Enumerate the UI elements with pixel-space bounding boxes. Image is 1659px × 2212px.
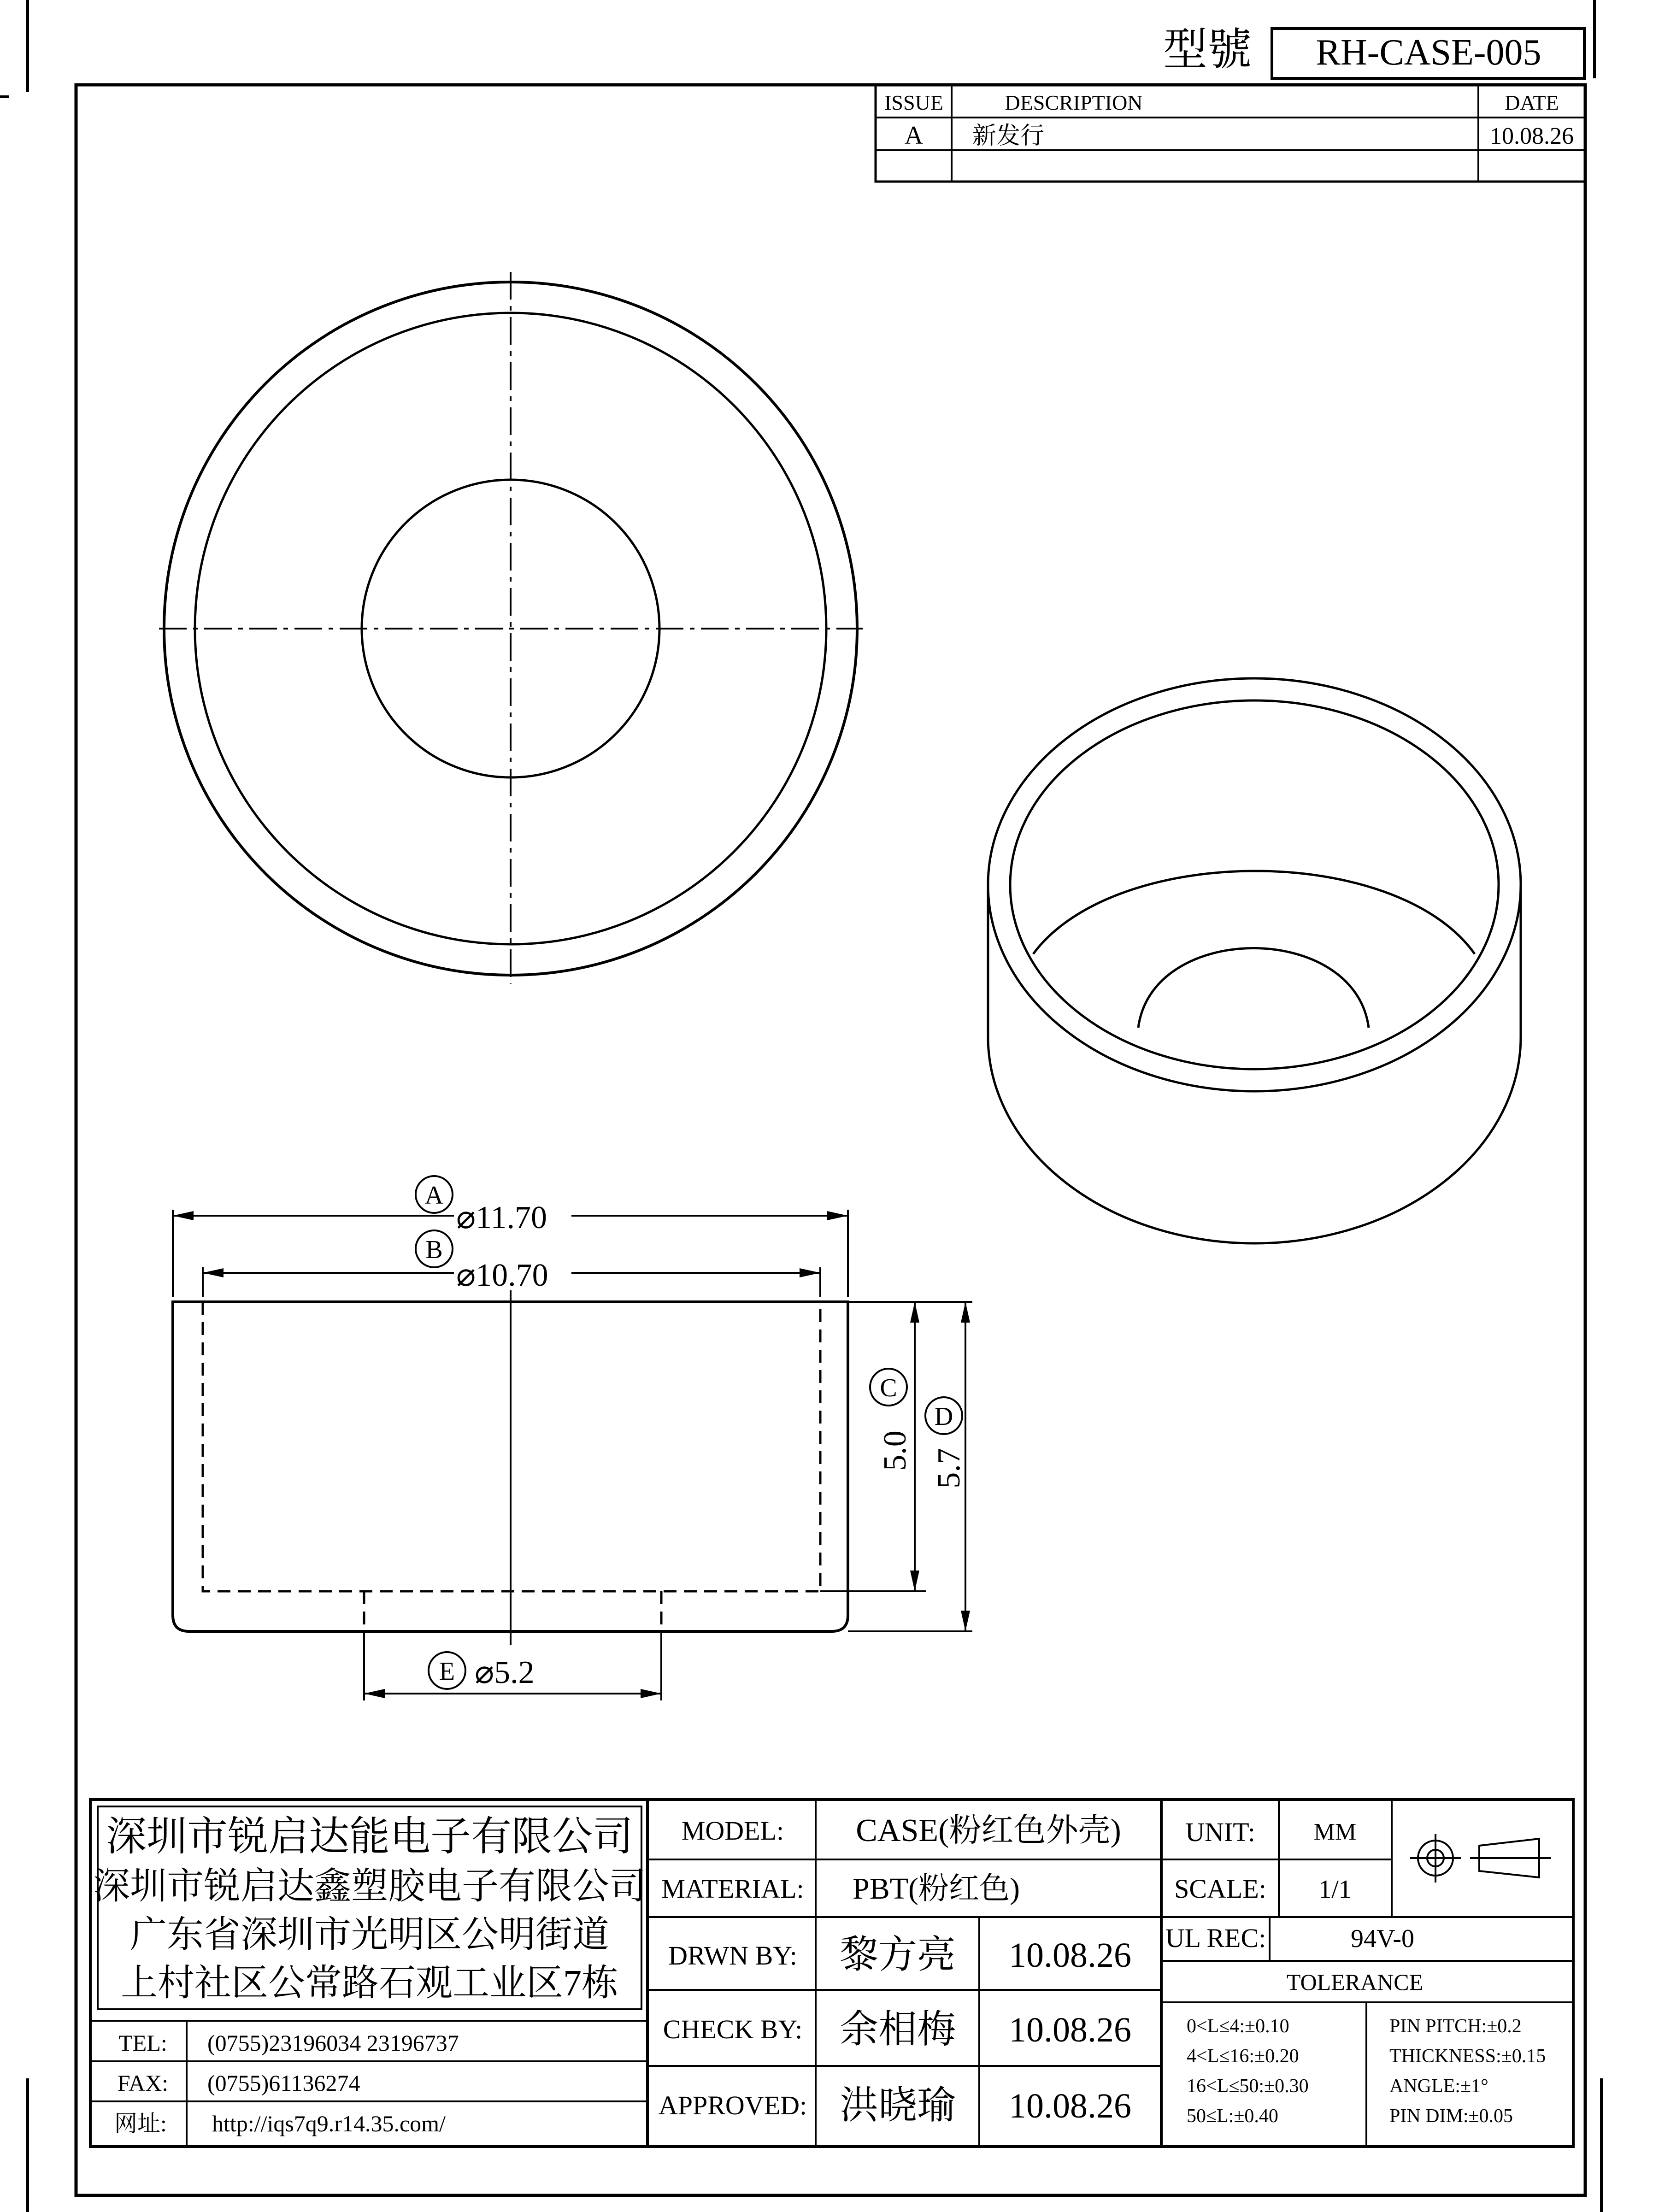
- revision-col-date: DATE: [1505, 91, 1559, 114]
- tolerance-range-1: 0<L≤4:±0.10: [1187, 2016, 1289, 2037]
- approved-label: APPROVED:: [658, 2090, 807, 2120]
- check-by-name: 余相梅: [839, 2008, 956, 2051]
- ul-rec-value: 94V-0: [1351, 1924, 1414, 1953]
- isometric-view: [988, 678, 1521, 1243]
- dimension-d-marker: D: [934, 1402, 953, 1431]
- scale-label: SCALE:: [1174, 1874, 1266, 1904]
- dimension-b-marker: B: [425, 1235, 443, 1264]
- iso-outer-rim: [988, 678, 1521, 1091]
- model-label: 型號: [1163, 25, 1252, 74]
- approved-date: 10.08.26: [1009, 2087, 1131, 2125]
- approved-name: 洪晓瑜: [839, 2084, 956, 2127]
- check-by-label: CHECK BY:: [663, 2014, 803, 2044]
- dimension-d-value: 5.7: [931, 1448, 967, 1488]
- company-line-1: 深圳市锐启达能电子有限公司: [106, 1815, 634, 1859]
- fax-value: (0755)61136274: [207, 2070, 360, 2096]
- company-line-3: 广东省深圳市光明区公明街道: [130, 1915, 609, 1955]
- dimension-c: [820, 1302, 926, 1591]
- tolerance-title: TOLERANCE: [1286, 1969, 1424, 1995]
- dimension-b: [203, 1230, 820, 1297]
- tolerance-pin-pitch: PIN PITCH:±0.2: [1389, 2016, 1522, 2037]
- iso-inner-floor: [1033, 871, 1475, 954]
- tolerance-range-2: 4<L≤16:±0.20: [1187, 2046, 1299, 2067]
- title-block: [90, 1800, 1573, 2147]
- iso-outer-wall: [988, 885, 1521, 1243]
- dimension-c-marker: C: [880, 1374, 897, 1402]
- dimension-e-marker: E: [439, 1657, 455, 1686]
- tel-value: (0755)23196034 23196737: [207, 2030, 459, 2056]
- iso-inner-rim: [1010, 700, 1499, 1069]
- drawn-by-name: 黎方亮: [839, 1934, 956, 1977]
- revision-col-description: DESCRIPTION: [1005, 91, 1143, 114]
- web-label: 网址:: [114, 2111, 167, 2136]
- tolerance-thickness: THICKNESS:±0.15: [1389, 2046, 1546, 2067]
- dimension-b-value: ⌀10.70: [456, 1258, 548, 1293]
- model-number: RH-CASE-005: [1316, 32, 1541, 73]
- top-view: [159, 272, 863, 984]
- unit-value: MM: [1313, 1819, 1357, 1845]
- unit-label: UNIT:: [1185, 1817, 1255, 1847]
- material-label: MATERIAL:: [661, 1874, 804, 1904]
- side-view: [173, 1290, 848, 1645]
- iso-hole: [1138, 948, 1369, 1028]
- tolerance-range-4: 50≤L:±0.40: [1187, 2106, 1278, 2127]
- drawn-by-label: DRWN BY:: [668, 1941, 797, 1971]
- revision-date: 10.08.26: [1490, 123, 1574, 149]
- tolerance-range-3: 16<L≤50:±0.30: [1187, 2076, 1309, 2097]
- ul-rec-label: UL REC:: [1165, 1923, 1266, 1953]
- dimension-e: [364, 1631, 661, 1700]
- revision-col-issue: ISSUE: [884, 91, 943, 114]
- web-value: http://iqs7q9.r14.35.com/: [212, 2111, 446, 2136]
- check-by-date: 10.08.26: [1009, 2011, 1131, 2049]
- material-value: PBT(粉红色): [853, 1872, 1020, 1906]
- scale-value: 1/1: [1318, 1875, 1352, 1904]
- model-spec-value: CASE(粉红色外壳): [856, 1813, 1121, 1848]
- revision-issue: A: [904, 121, 924, 150]
- tolerance-angle: ANGLE:±1°: [1389, 2076, 1488, 2097]
- company-line-2: 深圳市锐启达鑫塑胶电子有限公司: [93, 1866, 646, 1907]
- dimension-e-value: ⌀5.2: [475, 1655, 535, 1690]
- model-spec-label: MODEL:: [681, 1816, 784, 1846]
- revision-table: [876, 85, 1585, 182]
- dimension-a-value: ⌀11.70: [456, 1200, 547, 1235]
- projection-symbol: [1410, 1834, 1551, 1883]
- dimension-c-value: 5.0: [877, 1430, 913, 1471]
- model-number-header: [1163, 25, 1584, 78]
- fax-label: FAX:: [117, 2070, 169, 2096]
- dimension-a-marker: A: [424, 1181, 444, 1210]
- tel-label: TEL:: [118, 2030, 167, 2056]
- revision-description: 新发行: [972, 123, 1045, 149]
- company-line-4: 上村社区公常路石观工业区7栋: [121, 1963, 618, 2004]
- drawn-by-date: 10.08.26: [1009, 1936, 1131, 1975]
- tolerance-pin-dim: PIN DIM:±0.05: [1389, 2106, 1513, 2127]
